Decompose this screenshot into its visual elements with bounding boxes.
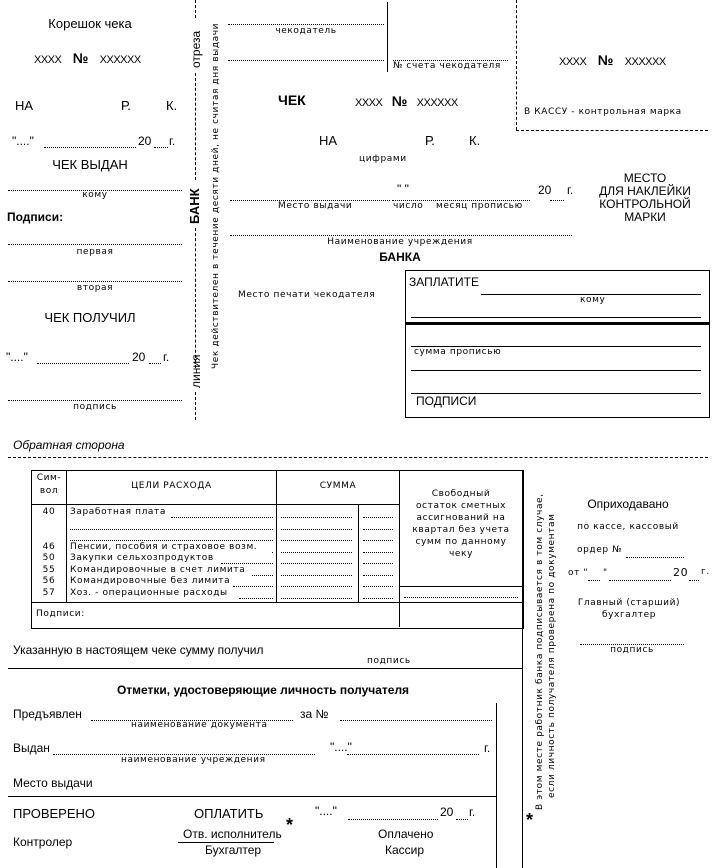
pay-year-line (456, 819, 468, 820)
controller-label: Контролер (13, 835, 73, 849)
signatures-label: ПОДПИСИ (416, 394, 477, 408)
row-sum-field[interactable] (363, 529, 393, 530)
row-sum-field[interactable] (363, 575, 393, 576)
institution-line[interactable] (230, 235, 572, 236)
stub-received-date-day: "...." (6, 350, 28, 364)
cheque-number-value: XXXXXX (416, 97, 458, 109)
stub-kop: К. (166, 98, 178, 113)
stub-first-signature-line[interactable] (8, 244, 182, 245)
free-balance-value-line[interactable] (404, 597, 518, 598)
free-balance-line: чеку (448, 549, 474, 559)
table-col-divider (358, 504, 359, 602)
posted-from-label: от " (568, 568, 589, 578)
cut-text-line: линия (189, 354, 203, 388)
stub-date-g: г. (169, 134, 176, 148)
validity-note: Чек действителен в течение десяти дней, не считая дня выдачи (211, 22, 221, 369)
row-sum-field[interactable] (363, 598, 393, 599)
document-number-line[interactable] (340, 720, 492, 721)
stub-date-year-line (154, 147, 168, 148)
identity-bottom-divider (8, 796, 497, 797)
row-code: 56 (42, 576, 56, 586)
place-of-issue-label: Место выдачи (278, 201, 353, 211)
stub-second-label: вторая (76, 283, 114, 293)
received-signature-label: подпись (367, 656, 411, 666)
row-code: 40 (42, 507, 56, 517)
stub-date-day: "...." (12, 134, 34, 148)
row-sum-field[interactable] (281, 540, 352, 541)
control-series: XXXX (559, 56, 587, 68)
cheque-title: ЧЕК (278, 92, 306, 108)
row-purpose: Хоз. - операционные расходы (70, 587, 228, 598)
stub-signature-line[interactable] (8, 400, 182, 401)
reverse-divider (8, 457, 708, 458)
balance-divider (399, 586, 522, 587)
row-purpose-fill (252, 575, 273, 576)
cut-line-segment (195, 73, 196, 180)
posted-line1: по кассе, кассовый (577, 522, 679, 532)
table-signatures-label: Подписи: (36, 609, 85, 619)
posted-quote-close: " (603, 568, 608, 578)
stub-series: XXXX (34, 54, 62, 66)
row-purpose-fill (272, 552, 273, 553)
number-sign: № (72, 50, 89, 66)
cut-text-bank: БАНК (187, 188, 202, 224)
year-line[interactable] (550, 200, 564, 201)
for-no-label: за № (300, 707, 329, 721)
stub-received-g: г. (163, 350, 170, 364)
cheque-series: XXXX (355, 97, 383, 109)
asterisk-mark: * (286, 815, 294, 835)
in-digits-label: цифрами (359, 154, 407, 164)
stub-received-year-line (149, 363, 161, 364)
stub-date-year: 20 (138, 134, 152, 148)
reverse-title: Обратная сторона (13, 438, 125, 452)
row-sum-field[interactable] (363, 540, 393, 541)
month-label: месяц прописью (436, 201, 523, 211)
identity-title: Отметки, удостоверяющие личность получателя (116, 683, 410, 697)
control-stamp-number (559, 52, 666, 68)
row-purpose: Закупки сельхозпродуктов (70, 553, 214, 563)
posted-year-g: г. (701, 567, 710, 577)
free-balance-line: Свободный (431, 489, 491, 499)
row-purpose-fill (70, 529, 273, 530)
stub-number (34, 50, 141, 66)
place-of-issue-label: Место выдачи (13, 776, 93, 790)
posted-title: Оприходавано (587, 497, 669, 511)
row-sum-field[interactable] (363, 517, 393, 518)
stub-signatures-label: Подписи: (7, 210, 64, 224)
checked-label: ПРОВЕРЕНО (13, 806, 96, 821)
asterisk-mark: * (526, 810, 534, 830)
cut-line-segment (195, 392, 196, 420)
stamp-place-line: МАРКИ (624, 210, 666, 224)
stub-signature-label: подпись (73, 402, 117, 412)
issued-date-g: г. (484, 741, 491, 755)
drawer-account-label: № счета чекодателя (393, 61, 501, 71)
cashier-label: Кассир (385, 843, 425, 857)
row-sum-field[interactable] (363, 586, 393, 587)
right-section-border (522, 470, 523, 868)
row-sum-field[interactable] (281, 586, 352, 587)
row-purpose-fill (233, 586, 273, 587)
free-balance-header (400, 488, 522, 560)
stub-received: ЧЕК ПОЛУЧИЛ (44, 310, 136, 325)
stamp-place-line: КОНТРОЛЬНОЙ (599, 197, 691, 211)
row-code: 55 (42, 564, 56, 575)
chief-accountant-label: бухгалтер (601, 610, 657, 620)
paid-label: Оплачено (378, 827, 434, 841)
header-symbol (32, 472, 66, 498)
date-quotes: " " (397, 182, 409, 196)
amount-in-words-label: сумма прописью (414, 347, 502, 357)
control-stamp-border-left (516, 0, 517, 130)
stamp-place (590, 172, 700, 224)
pay-box-divider (405, 322, 710, 325)
stub-received-year: 20 (132, 350, 146, 364)
row-purpose: Командировочные без лимита (70, 576, 231, 586)
drawer-line[interactable] (228, 24, 384, 25)
identity-right-border (496, 703, 497, 868)
posted-month-line[interactable] (609, 580, 671, 581)
drawer-label: чекодатель (275, 26, 337, 36)
stub-date-month-line (44, 147, 136, 148)
pay-date-line[interactable] (348, 819, 438, 820)
pay-label: ЗАПЛАТИТЕ (409, 275, 479, 289)
row-code: 57 (42, 587, 56, 598)
stub-first-label: первая (76, 247, 114, 257)
stub-second-signature-line[interactable] (8, 281, 182, 282)
issued-by-label: Выдан (13, 741, 50, 755)
chief-label: Главный (старший) (577, 598, 681, 608)
posted-day-line[interactable] (588, 580, 600, 581)
number-sign: № (391, 93, 408, 109)
stamp-place-line: ДЛЯ НАКЛЕЙКИ (599, 184, 691, 198)
row-sum-field[interactable] (363, 563, 393, 564)
stub-to-whom-label: кому (82, 190, 108, 200)
institution-label: Наименование учреждения (327, 237, 473, 247)
pay-year: 20 (440, 805, 454, 819)
to-cashier-label: В КАССУ - контрольная марка (524, 107, 682, 117)
control-number-value: XXXXXX (624, 56, 666, 68)
cheque-year-g: г. (567, 183, 574, 197)
cut-line-segment (195, 0, 196, 18)
row-sum-field[interactable] (281, 529, 352, 530)
bank-note-line: если личность получателя проверена по документам (547, 513, 557, 798)
posted-year-line[interactable] (689, 580, 699, 581)
presented-label: Предъявлен (13, 707, 82, 721)
number-sign: № (597, 52, 614, 68)
pay-year-g: г. (469, 805, 476, 819)
stub-issued: ЧЕК ВЫДАН (52, 157, 128, 172)
bank-label: БАНКА (379, 250, 421, 264)
responsible-label: Отв. исполнитель (183, 827, 282, 841)
cheque-number (355, 93, 458, 109)
row-purpose: Пенсии, пособия и страховое возм. (70, 541, 258, 552)
accountant-label: Бухгалтер (205, 843, 262, 857)
stub-na: НА (15, 98, 34, 113)
posted-year: 20 (673, 566, 689, 579)
stamp-place-label: Место печати чекодателя (238, 290, 376, 300)
bank-note (534, 493, 558, 810)
pay-date-quote: "...." (315, 804, 337, 818)
free-balance-line: остаток сметных (415, 501, 507, 511)
cheque-kop: К. (469, 133, 481, 148)
cut-text-otreza: отреза (189, 30, 203, 68)
stub-rub: Р. (121, 98, 131, 113)
free-balance-line: сумм по данному (415, 537, 507, 547)
header-purpose: ЦЕЛИ РАСХОДА (131, 481, 212, 491)
header-symbol-line: Сим- (36, 473, 62, 483)
order-no-label: ордер № (577, 545, 623, 555)
free-balance-line: квартал без учета (412, 525, 510, 535)
header-sum: СУММА (319, 481, 357, 491)
bank-note-line: В этом месте работник банка подписывается в том случае, (535, 493, 545, 810)
row-purpose: Командировочные в счет лимита (70, 564, 246, 575)
free-balance-line: ассигнований на (416, 513, 506, 523)
control-stamp-border-bottom (516, 130, 708, 131)
row-purpose-fill (171, 517, 273, 518)
institution-label: наименование учреждения (121, 755, 266, 765)
issued-date-quote: "...." (330, 740, 352, 754)
payee-label: кому (580, 295, 606, 305)
received-text: Указанную в настоящем чеке сумму получил (13, 643, 264, 657)
drawer-divider (387, 2, 388, 72)
table-header-divider (31, 504, 399, 505)
pay-label: ОПЛАТИТЬ (194, 806, 264, 821)
issued-date-line[interactable] (347, 754, 479, 755)
table-footer-divider (31, 602, 522, 603)
cut-line-segment (195, 228, 196, 368)
order-no-line[interactable] (626, 557, 684, 558)
stub-received-date-line (37, 363, 129, 364)
row-purpose-fill (239, 598, 273, 599)
stub-number-value: XXXXXX (99, 54, 141, 66)
row-sum-field[interactable] (281, 575, 352, 576)
chief-signature-label: подпись (610, 645, 654, 655)
stamp-place-line: МЕСТО (623, 171, 667, 185)
row-sum-field[interactable] (281, 552, 352, 553)
cheque-year: 20 (538, 183, 552, 197)
row-sum-field[interactable] (281, 517, 352, 518)
drawer-line-2[interactable] (228, 60, 384, 61)
stub-title: Корешок чека (48, 16, 132, 31)
cheque-rub: Р. (425, 133, 435, 148)
row-code: 50 (42, 553, 56, 563)
cheque-na: НА (319, 133, 338, 148)
row-purpose: Заработная плата (70, 507, 166, 517)
document-name-label: наименование документа (131, 720, 268, 730)
day-label: число (393, 201, 424, 211)
row-code: 46 (42, 541, 56, 552)
received-divider (8, 668, 522, 669)
amount-line-2[interactable] (411, 370, 701, 371)
header-symbol-line: вол (39, 486, 59, 496)
row-sum-field[interactable] (281, 563, 352, 564)
row-sum-field[interactable] (281, 598, 352, 599)
row-sum-field[interactable] (363, 552, 393, 553)
payee-line-2[interactable] (411, 317, 701, 318)
